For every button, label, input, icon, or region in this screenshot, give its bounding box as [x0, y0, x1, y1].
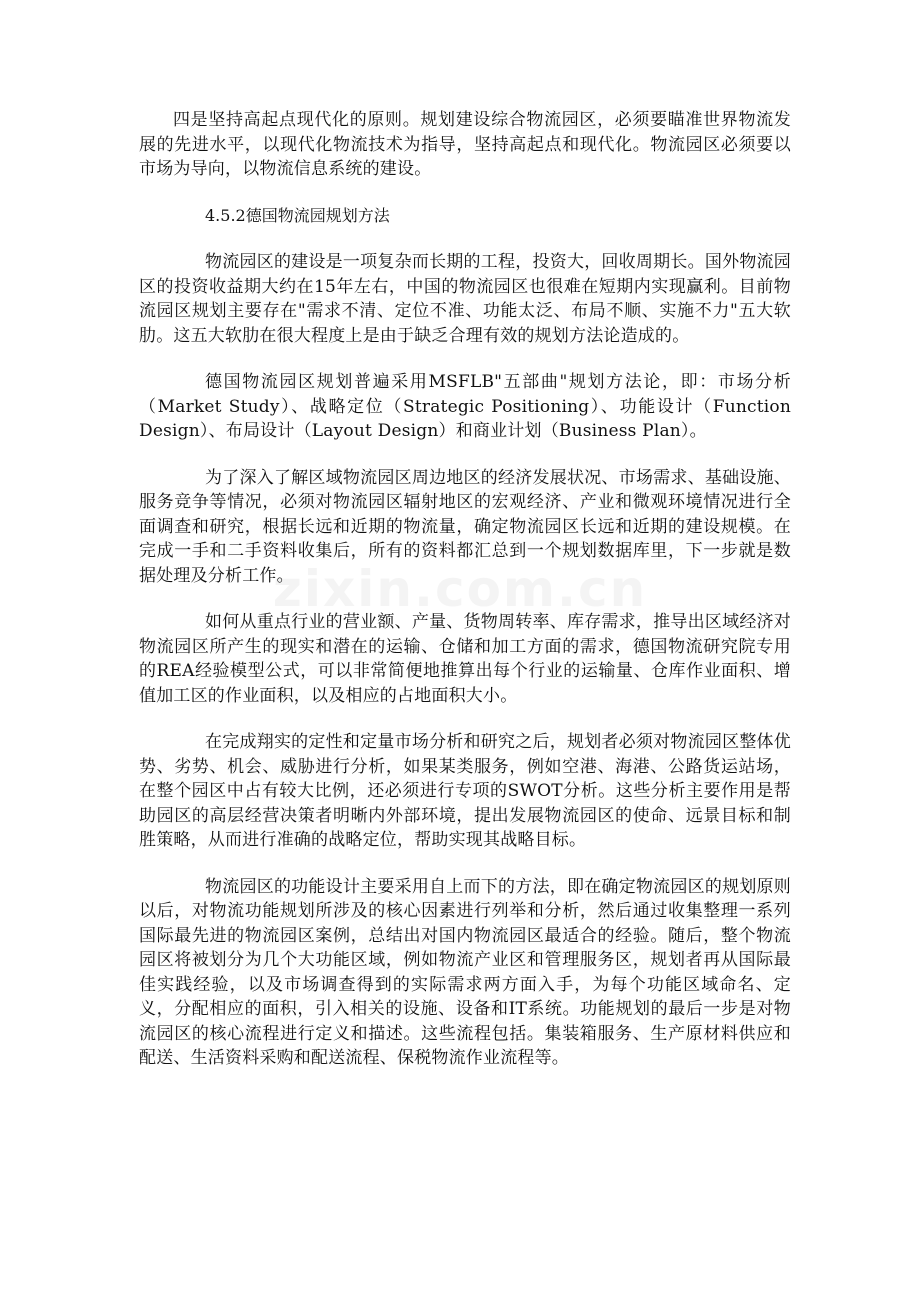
watermark: zixin.com.cn — [272, 560, 648, 618]
paragraph-overview: 物流园区的建设是一项复杂而长期的工程，投资大，回收周期长。国外物流园区的投资收益期大约在15年左右，中国的物流园区也很难在短期内实现赢利。目前物流园区规划主要存在"需求不清、定位不准、功能太泛、布局不顺、实施不力"五大软肋。这五大软肋在很大程度上是由于缺乏合理有效的规划方法论造成的。 — [139, 252, 791, 346]
paragraph-market-study: 为了深入了解区域物流园区周边地区的经济发展状况、市场需求、基础设施、服务竞争等情况，必须对物流园区辐射地区的宏观经济、产业和微观环境情况进行全面调查和研究，根据长远和近期的物流量，确定物流园区长远和近期的建设规模。在完成一手和二手资料收集后，所有的资料都汇总到一个规划数据库里，下一步就是数据处理及分析工作。 — [139, 467, 791, 586]
paragraph-function-design: 物流园区的功能设计主要采用自上而下的方法，即在确定物流园区的规划原则以后，对物流功能规划所涉及的核心因素进行列举和分析，然后通过收集整理一系列国际最先进的物流园区案例，总结出对国内物流园区最适合的经验。随后，整个物流园区将被划分为几个大功能区域，例如物流产业区和管理服务区，规划者再从国际最佳实践经验，以及市场调查得到的实际需求两方面入手，为每个功能区域命名、定义，分配相应的面积，引入相关的设施、设备和IT系统。功能规划的最后一步是对物流园区的核心流程进行定义和描述。这些流程包括。集装箱服务、生产原材料供应和配送、生活资料采购和配送流程、保税物流作业流程等。 — [139, 876, 791, 1068]
paragraph-swot: 在完成翔实的定性和定量市场分析和研究之后，规划者必须对物流园区整体优势、劣势、机会、威胁进行分析，如果某类服务，例如空港、海港、公路货运站场，在整个园区中占有较大比例，还必须进行专项的SWOT分析。这些分析主要作用是帮助园区的高层经营决策者明晰内外部环境，提出发展物流园区的使命、远景目标和制胜策略，从而进行准确的战略定位，帮助实现其战略目标。 — [139, 732, 791, 850]
paragraph-rea-model: 如何从重点行业的营业额、产量、货物周转率、库存需求，推导出区域经济对物流园区所产生的现实和潜在的运输、仓储和加工方面的需求，德国物流研究院专用的REA经验模型公式，可以非常简便地推算出每个行业的运输量、仓库作业面积、增值加工区的作业面积，以及相应的占地面积大小。 — [139, 612, 791, 706]
document-body — [139, 108, 791, 1093]
paragraph-msflb: 德国物流园区规划普遍采用MSFLB"五部曲"规划方法论，即：市场分析（Market Study）、战略定位（Strategic Positioning）、功能设计（Function Design）、布局设计（Layout Design）和商业计划（Business Plan）。 — [139, 372, 791, 441]
section-heading: 4.5.2德国物流园规划方法 — [205, 205, 390, 225]
paragraph-principle: 四是坚持高起点现代化的原则。规划建设综合物流园区，必须要瞄准世界物流发展的先进水平，以现代化物流技术为指导，坚持高起点和现代化。物流园区必须要以市场为导向，以物流信息系统的建设。 — [139, 110, 791, 179]
